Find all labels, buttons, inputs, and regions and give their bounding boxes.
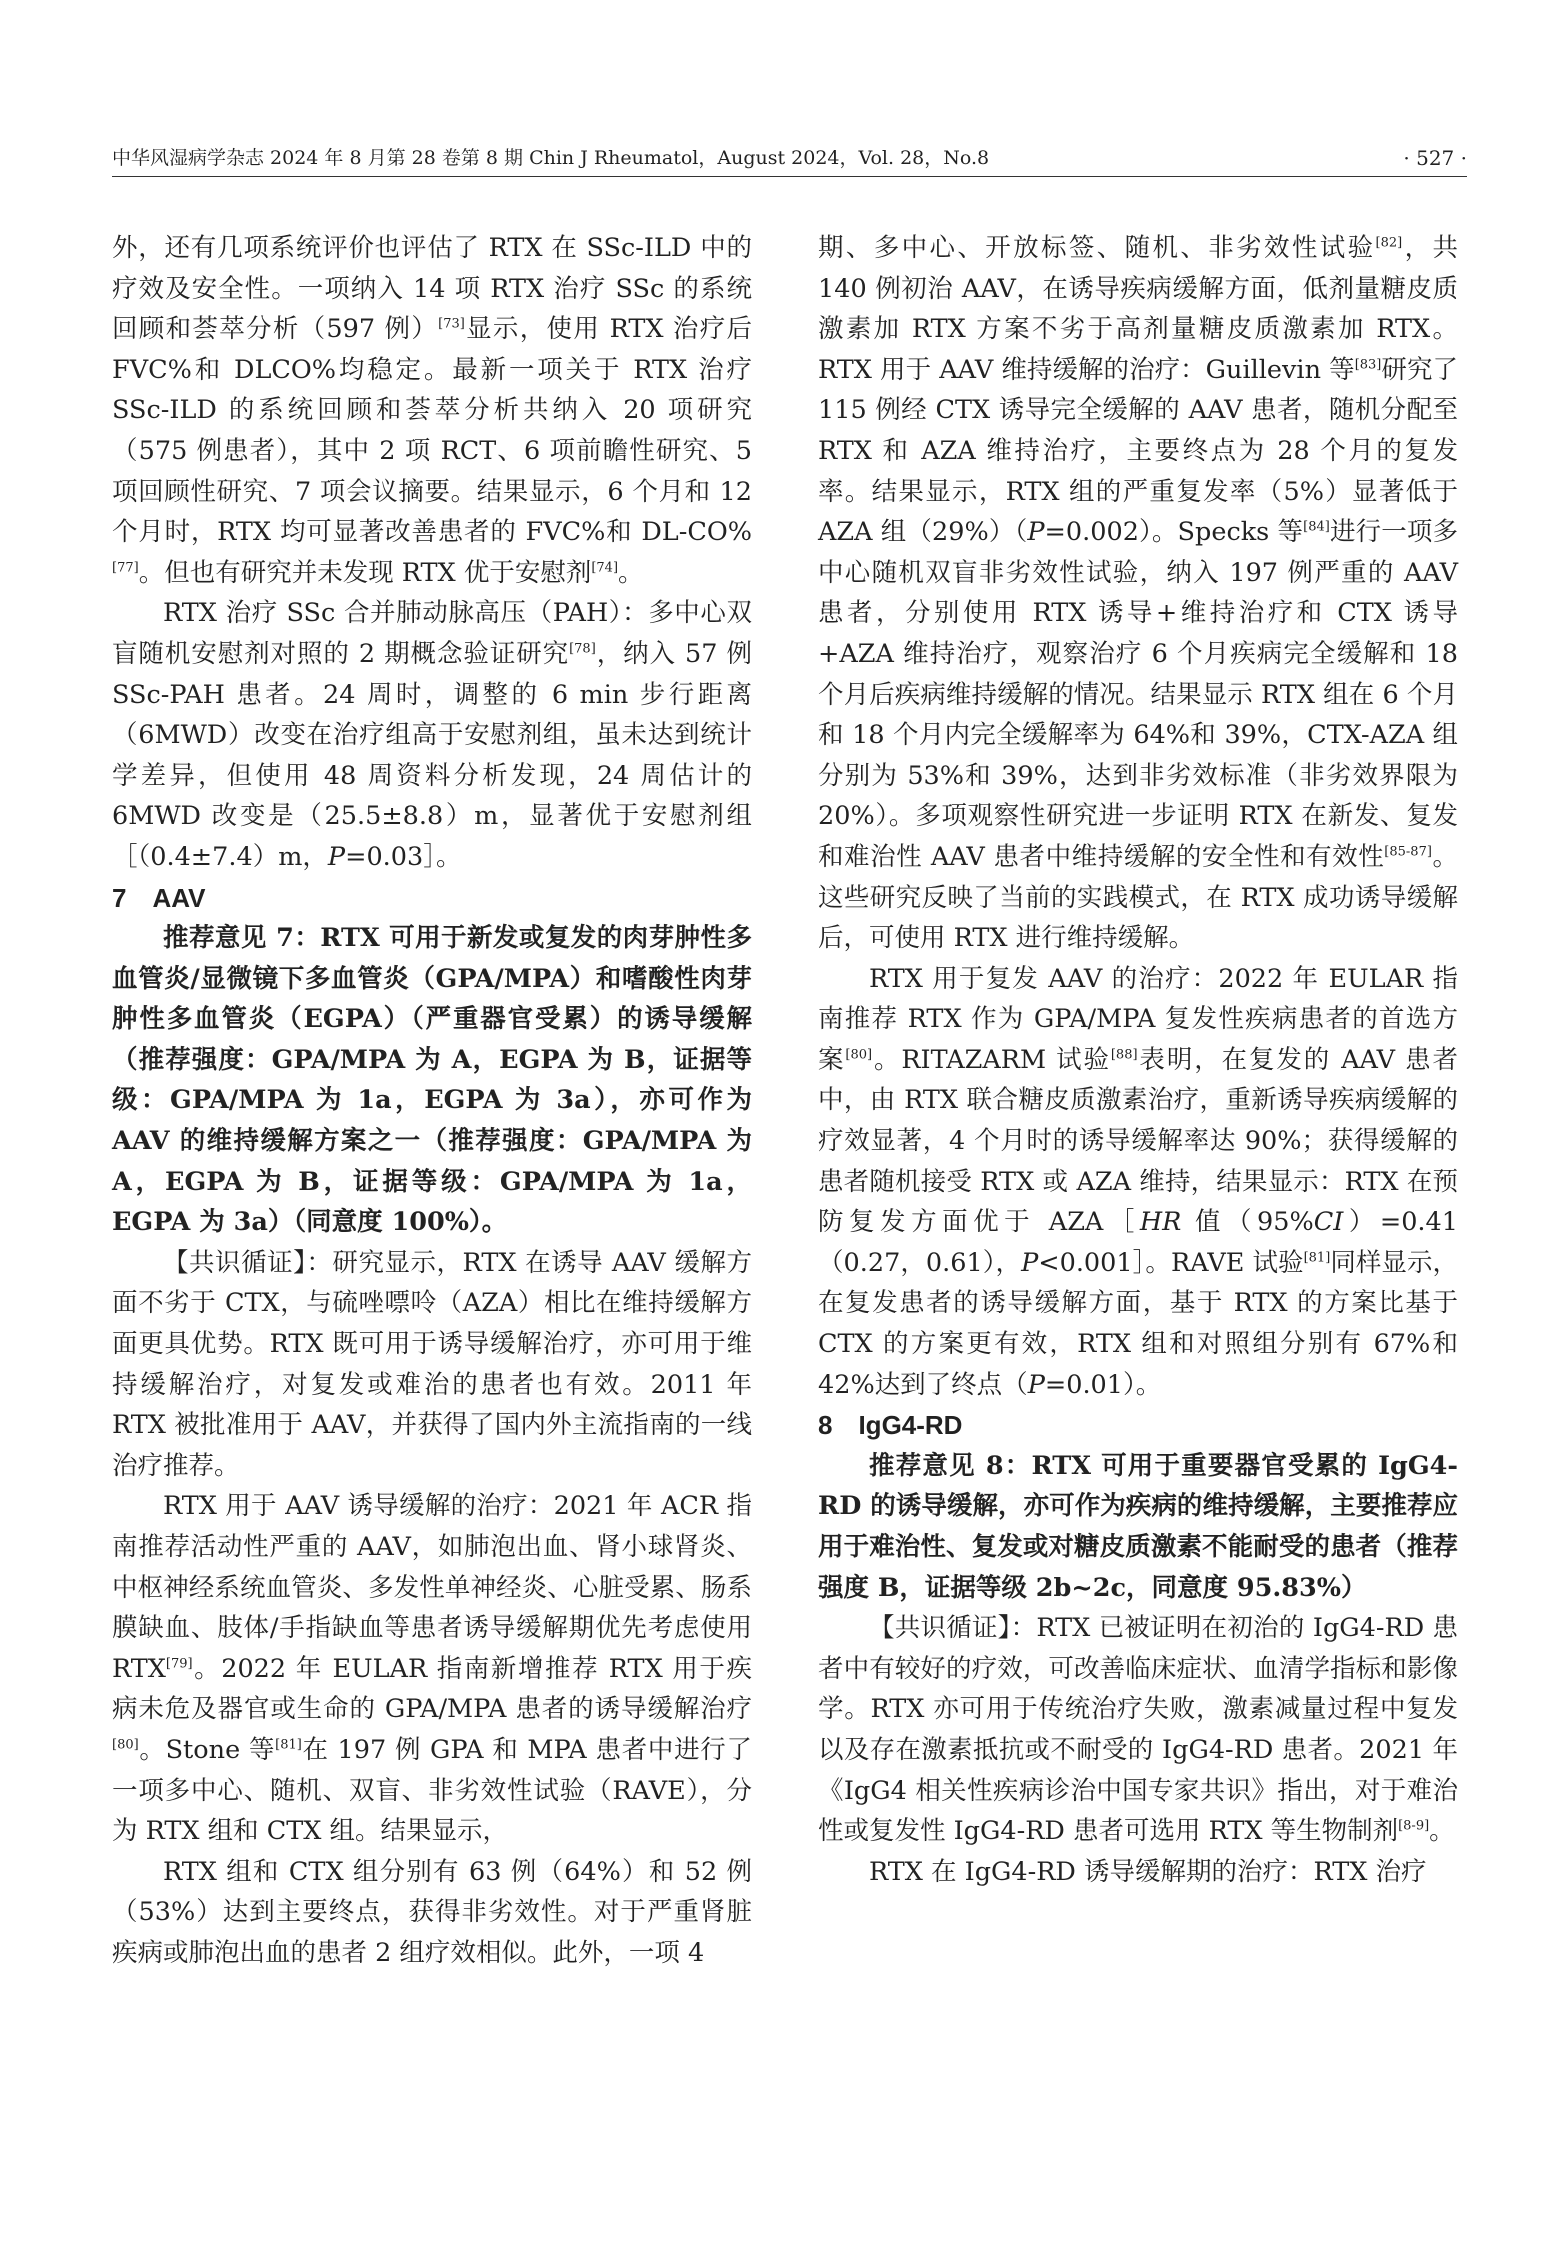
citation-ref[interactable]: [85-87] (1384, 844, 1432, 860)
citation-ref[interactable]: [82] (1375, 235, 1403, 251)
citation-ref[interactable]: [8-9] (1398, 1818, 1430, 1834)
paragraph: RTX 用于复发 AAV 的治疗：2022 年 EULAR 指南推荐 RTX 作为 GPA/MPA 复发性疾病患者的首选方案[80]。RITAZARM 试验[88]表明，在复发的 AAV 患者中，由 RTX 联合糖皮质激素治疗，重新诱导疾病缓解的疗效显著，4 个月时的诱导缓解率达 90%；获得缓解的患者随机接受 RTX 或 AZA 维持，结果显示：RTX 在预防复发方面优于 AZA［HR 值（95%CI）=0.41（0.27，0.61），P<0.001］。RAVE 试验[81]同样显示，在复发患者的诱导缓解方面，基于 RTX 的方案比基于 CTX 的方案更有效，RTX 组和对照组分别有 67%和 42%达到了终点（P=0.01）。 (818, 963, 1458, 1400)
right-column (818, 228, 1458, 1892)
citation-ref[interactable]: [78] (569, 641, 596, 657)
page-number: · 527 · (1403, 146, 1467, 170)
section-heading: 7 AAV (112, 882, 206, 913)
paragraph: 【共识循证】：研究显示，RTX 在诱导 AAV 缓解方面不劣于 CTX，与硫唑嘌呤（AZA）相比在维持缓解方面更具优势。RTX 既可用于诱导缓解治疗，亦可用于维持缓解治疗，对复发或难治的患者也有效。2011 年 RTX 被批准用于 AAV，并获得了国内外主流指南的一线治疗推荐。 (112, 1247, 752, 1481)
paragraph: 外，还有几项系统评价也评估了 RTX 在 SSc-ILD 中的疗效及安全性。一项纳入 14 项 RTX 治疗 SSc 的系统回顾和荟萃分析（597 例）[73]显示，使用 RTX 治疗后 FVC%和 DLCO%均稳定。最新一项关于 RTX 治疗 SSc-ILD 的系统回顾和荟萃分析共纳入 20 项研究（575 例患者），其中 2 项 RCT、6 项前瞻性研究、5 项回顾性研究、7 项会议摘要。结果显示，6 个月和 12 个月时，RTX 均可显著改善患者的 FVC%和 DL-CO%[77]。但也有研究并未发现 RTX 优于安慰剂[74]。 (112, 233, 752, 588)
citation-ref[interactable]: [74] (591, 560, 619, 576)
citation-ref[interactable]: [88] (1110, 1047, 1138, 1063)
citation-ref[interactable]: [80] (112, 1737, 139, 1753)
citation-ref[interactable]: [81] (1303, 1250, 1331, 1266)
paragraph: RTX 组和 CTX 组分别有 63 例（64%）和 52 例（53%）达到主要终点，获得非劣效性。对于严重肾脏疾病或肺泡出血的患者 2 组疗效相似。此外，一项 4 (112, 1856, 752, 1968)
citation-ref[interactable]: [79] (165, 1656, 193, 1672)
citation-ref[interactable]: [73] (438, 316, 465, 332)
recommendation-box: 推荐意见 7：RTX 可用于新发或复发的肉芽肿性多血管炎/显微镜下多血管炎（GPA/MPA）和嗜酸性肉芽肿性多血管炎（EGPA）（严重器官受累）的诱导缓解（推荐强度：GPA/MPA 为 A，EGPA 为 B，证据等级：GPA/MPA 为 1a，EGPA 为 3a），亦可作为 AAV 的维持缓解方案之一（推荐强度：GPA/MPA 为 A，EGPA 为 B，证据等级：GPA/MPA 为 1a，EGPA 为 3a）（同意度 100%）。 (112, 923, 752, 1238)
paragraph: 期、多中心、开放标签、随机、非劣效性试验[82]，共 140 例初治 AAV，在诱导疾病缓解方面，低剂量糖皮质激素加 RTX 方案不劣于高剂量糖皮质激素加 RTX。RTX 用于 AAV 维持缓解的治疗：Guillevin 等[83]研究了 115 例经 CTX 诱导完全缓解的 AAV 患者，随机分配至 RTX 和 AZA 维持治疗，主要终点为 28 个月的复发率。结果显示，RTX 组的严重复发率（5%）显著低于 AZA 组（29%）（P=0.002）。Specks 等[84]进行一项多中心随机双盲非劣效性试验，纳入 197 例严重的 AAV 患者，分别使用 RTX 诱导+维持治疗和 CTX 诱导+AZA 维持治疗，观察治疗 6 个月疾病完全缓解和 18 个月后疾病维持缓解的情况。结果显示 RTX 组在 6 个月和 18 个月内完全缓解率为 64%和 39%，CTX-AZA 组分别为 53%和 39%，达到非劣效标准（非劣效界限为 20%）。多项观察性研究进一步证明 RTX 在新发、复发和难治性 AAV 患者中维持缓解的安全性和有效性[85-87]。这些研究反映了当前的实践模式，在 RTX 成功诱导缓解后，可使用 RTX 进行维持缓解。 (818, 233, 1458, 954)
evidence-label: 【共识循证】 (163, 1247, 307, 1278)
citation-ref[interactable]: [77] (112, 560, 139, 576)
journal-citation: 中华风湿病学杂志 2024 年 8 月第 28 卷第 8 期 Chin J Rheumatol，August 2024，Vol. 28，No.8 (112, 147, 990, 169)
paragraph: RTX 治疗 SSc 合并肺动脉高压（PAH）：多中心双盲随机安慰剂对照的 2 期概念验证研究[78]，纳入 57 例 SSc-PAH 患者。24 周时，调整的 6 min 步行距离（6MWD）改变在治疗组高于安慰剂组，虽未达到统计学差异，但使用 48 周资料分析发现，24 周估计的 6MWD 改变是（25.5±8.8）m，显著优于安慰剂组［（0.4±7.4）m，P=0.03］。 (112, 598, 752, 872)
citation-ref[interactable]: [80] (845, 1047, 873, 1063)
recommendation-box: 推荐意见 8：RTX 可用于重要器官受累的 IgG4-RD 的诱导缓解，亦可作为疾病的维持缓解，主要推荐应用于难治性、复发或对糖皮质激素不能耐受的患者（推荐强度 B，证据等级 2b~2c，同意度 95.83%） (818, 1450, 1458, 1603)
paragraph: RTX 用于 AAV 诱导缓解的治疗：2021 年 ACR 指南推荐活动性严重的 AAV，如肺泡出血、肾小球肾炎、中枢神经系统血管炎、多发性单神经炎、心脏受累、肠系膜缺血、肢体/手指缺血等患者诱导缓解期优先考虑使用 RTX[79]。2022 年 EULAR 指南新增推荐 RTX 用于疾病未危及器官或生命的 GPA/MPA 患者的诱导缓解治疗[80]。Stone 等[81]在 197 例 GPA 和 MPA 患者中进行了一项多中心、随机、双盲、非劣效性试验（RAVE），分为 RTX 组和 CTX 组。结果显示， (112, 1491, 752, 1847)
evidence-label: 【共识循证】 (869, 1613, 1011, 1644)
running-header (112, 142, 1467, 177)
citation-ref[interactable]: [81] (275, 1737, 302, 1753)
citation-ref[interactable]: [84] (1303, 519, 1330, 535)
citation-ref[interactable]: [83] (1354, 357, 1382, 373)
paragraph: 【共识循证】：RTX 已被证明在初治的 IgG4-RD 患者中有较好的疗效，可改善临床症状、血清学指标和影像学。RTX 亦可用于传统治疗失败，激素减量过程中复发以及存在激素抵抗或不耐受的 IgG4-RD 患者。2021 年《IgG4 相关性疾病诊治中国专家共识》指出，对于难治性或复发性 IgG4-RD 患者可选用 RTX 等生物制剂[8-9]。 (818, 1613, 1458, 1847)
paragraph: RTX 在 IgG4-RD 诱导缓解期的治疗：RTX 治疗 (869, 1856, 1427, 1887)
left-column (112, 228, 752, 1974)
section-heading: 8 IgG4-RD (818, 1410, 963, 1441)
